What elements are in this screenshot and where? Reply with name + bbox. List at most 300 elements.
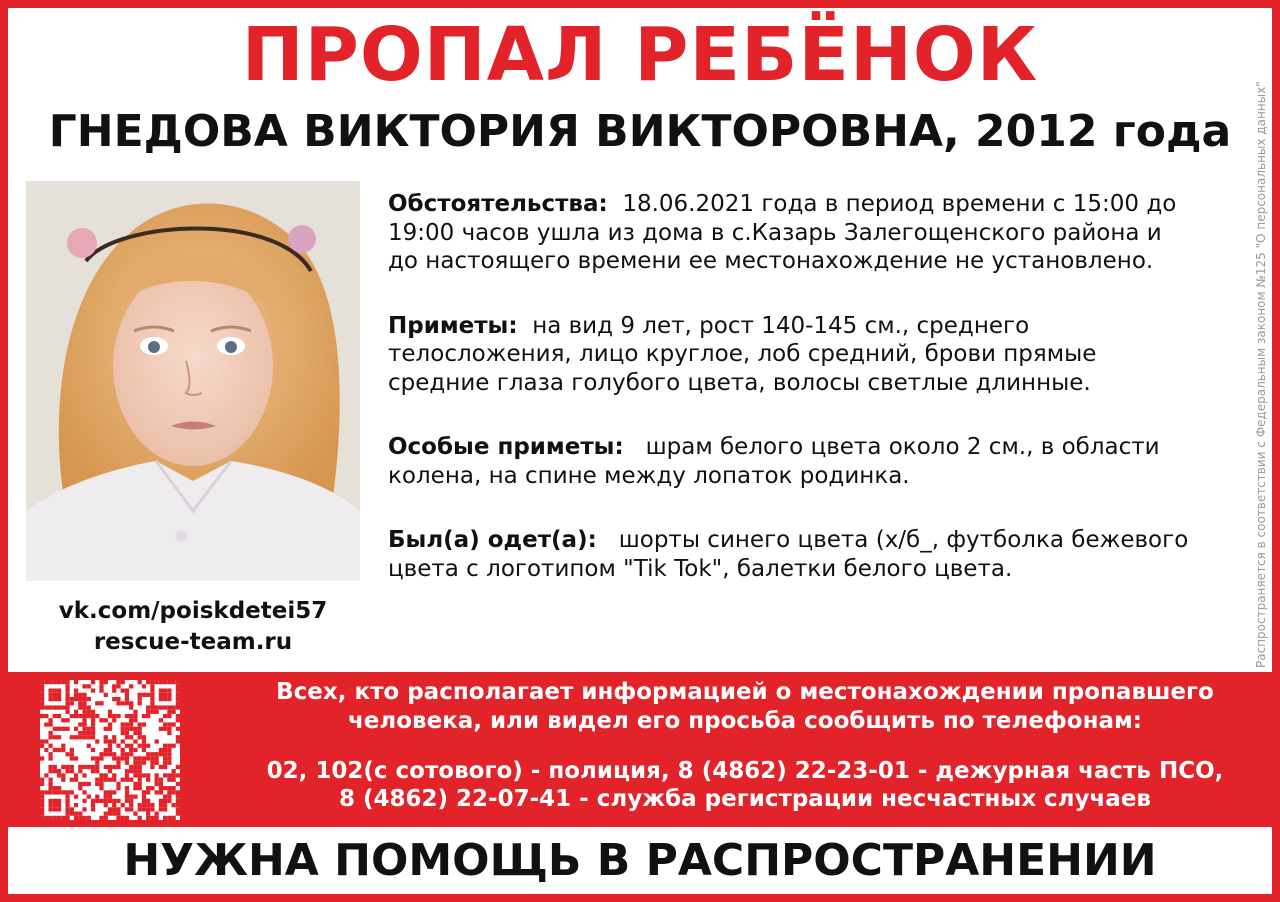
qr-module — [172, 710, 176, 714]
qr-module — [176, 782, 180, 786]
qr-module — [129, 795, 133, 799]
qr-module — [138, 735, 142, 739]
qr-module — [146, 773, 150, 777]
qr-module — [129, 718, 133, 722]
qr-module — [129, 807, 133, 811]
qr-module — [78, 693, 82, 697]
qr-module — [146, 693, 150, 697]
qr-module — [121, 727, 125, 731]
special-features-line: шрам белого цвета около 2 см., в области — [645, 434, 1160, 460]
qr-module — [40, 807, 44, 811]
qr-module — [163, 761, 167, 765]
qr-module — [70, 701, 74, 705]
qr-module — [116, 807, 120, 811]
qr-module — [40, 778, 44, 782]
qr-module — [146, 812, 150, 816]
qr-module — [172, 769, 176, 773]
qr-module — [65, 799, 69, 803]
qr-module — [138, 744, 142, 748]
qr-module — [99, 680, 103, 684]
qr-module — [91, 722, 95, 726]
features-label: Приметы: — [388, 312, 518, 339]
qr-module — [142, 684, 146, 688]
qr-module — [167, 752, 171, 756]
qr-module — [57, 807, 61, 811]
qr-module — [108, 795, 112, 799]
qr-module — [167, 697, 171, 701]
qr-module — [176, 680, 180, 684]
qr-module — [138, 731, 142, 735]
qr-module — [176, 739, 180, 743]
qr-module — [53, 697, 57, 701]
qr-module — [116, 761, 120, 765]
qr-module — [65, 807, 69, 811]
qr-module — [155, 816, 159, 820]
qr-module — [87, 714, 91, 718]
qr-code-graphic — [40, 680, 180, 820]
qr-module — [159, 807, 163, 811]
qr-module — [138, 782, 142, 786]
qr-module — [138, 722, 142, 726]
qr-module — [104, 778, 108, 782]
qr-module — [104, 816, 108, 820]
qr-module — [121, 688, 125, 692]
qr-module — [150, 752, 154, 756]
qr-code-icon[interactable] — [40, 680, 180, 820]
qr-module — [87, 684, 91, 688]
qr-module — [116, 765, 120, 769]
qr-module — [142, 744, 146, 748]
qr-module — [82, 710, 86, 714]
qr-module — [44, 680, 48, 684]
qr-module — [112, 752, 116, 756]
qr-module — [40, 782, 44, 786]
qr-module — [167, 756, 171, 760]
qr-module — [159, 705, 163, 709]
qr-module — [150, 697, 154, 701]
qr-module — [91, 710, 95, 714]
qr-module — [146, 803, 150, 807]
qr-module — [57, 705, 61, 709]
qr-module — [82, 701, 86, 705]
qr-module — [176, 765, 180, 769]
qr-module — [53, 803, 57, 807]
qr-module — [82, 790, 86, 794]
qr-module — [74, 795, 78, 799]
qr-module — [74, 812, 78, 816]
qr-module — [146, 744, 150, 748]
qr-module — [155, 756, 159, 760]
qr-module — [70, 697, 74, 701]
qr-module — [167, 705, 171, 709]
phone-numbers — [220, 757, 1270, 813]
qr-module — [121, 756, 125, 760]
qr-module — [65, 705, 69, 709]
qr-module — [57, 735, 61, 739]
qr-module — [74, 756, 78, 760]
qr-module — [138, 680, 142, 684]
qr-module — [74, 710, 78, 714]
circumstances-block — [388, 190, 1248, 276]
qr-module — [87, 744, 91, 748]
qr-module — [57, 790, 61, 794]
qr-module — [133, 714, 137, 718]
qr-module — [48, 693, 52, 697]
qr-module — [133, 727, 137, 731]
qr-module — [129, 727, 133, 731]
features-line: на вид 9 лет, рост 140-145 см., среднего — [532, 312, 1030, 339]
qr-module — [163, 803, 167, 807]
qr-module — [74, 773, 78, 777]
qr-module — [78, 714, 82, 718]
qr-module — [146, 680, 150, 684]
qr-module — [172, 790, 176, 794]
qr-module — [65, 680, 69, 684]
qr-module — [172, 680, 176, 684]
qr-module — [61, 765, 65, 769]
qr-module — [40, 701, 44, 705]
qr-module — [167, 744, 171, 748]
qr-module — [57, 693, 61, 697]
qr-module — [48, 778, 52, 782]
qr-module — [61, 705, 65, 709]
qr-module — [82, 773, 86, 777]
qr-module — [112, 807, 116, 811]
qr-module — [129, 778, 133, 782]
qr-module — [99, 782, 103, 786]
qr-module — [172, 722, 176, 726]
qr-module — [95, 761, 99, 765]
qr-module — [40, 790, 44, 794]
qr-module — [125, 756, 129, 760]
qr-module — [78, 701, 82, 705]
qr-module — [53, 693, 57, 697]
qr-module — [133, 731, 137, 735]
qr-module — [53, 714, 57, 718]
qr-module — [125, 761, 129, 765]
qr-module — [40, 680, 44, 684]
qr-module — [99, 752, 103, 756]
qr-module — [133, 710, 137, 714]
qr-module — [163, 744, 167, 748]
qr-module — [125, 778, 129, 782]
qr-module — [53, 799, 57, 803]
qr-module — [167, 748, 171, 752]
qr-module — [163, 773, 167, 777]
special-features-line: колена, на спине между лопаток родинка. — [388, 462, 910, 489]
qr-module — [87, 816, 91, 820]
qr-module — [57, 727, 61, 731]
qr-module — [82, 714, 86, 718]
qr-module — [129, 748, 133, 752]
qr-module — [129, 684, 133, 688]
qr-module — [142, 693, 146, 697]
qr-module — [163, 722, 167, 726]
qr-module — [40, 799, 44, 803]
qr-module — [53, 705, 57, 709]
qr-module — [40, 795, 44, 799]
qr-module — [82, 765, 86, 769]
qr-module — [159, 727, 163, 731]
qr-module — [138, 697, 142, 701]
qr-module — [150, 688, 154, 692]
qr-module — [155, 812, 159, 816]
qr-module — [155, 773, 159, 777]
qr-module — [125, 693, 129, 697]
qr-module — [40, 693, 44, 697]
qr-module — [125, 773, 129, 777]
qr-module — [167, 773, 171, 777]
qr-module — [125, 735, 129, 739]
qr-module — [121, 701, 125, 705]
qr-module — [167, 799, 171, 803]
qr-module — [44, 714, 48, 718]
qr-module — [125, 799, 129, 803]
qr-module — [150, 680, 154, 684]
qr-module — [48, 765, 52, 769]
qr-module — [53, 769, 57, 773]
qr-module — [121, 722, 125, 726]
qr-module — [116, 680, 120, 684]
qr-module — [44, 705, 48, 709]
qr-module — [150, 684, 154, 688]
qr-module — [150, 710, 154, 714]
qr-module — [159, 799, 163, 803]
qr-module — [65, 727, 69, 731]
qr-module — [74, 778, 78, 782]
qr-module — [91, 803, 95, 807]
qr-module — [48, 722, 52, 726]
qr-module — [125, 816, 129, 820]
qr-module — [125, 744, 129, 748]
qr-module — [104, 727, 108, 731]
qr-module — [176, 795, 180, 799]
qr-module — [99, 701, 103, 705]
qr-module — [40, 697, 44, 701]
qr-module — [95, 778, 99, 782]
qr-module — [142, 735, 146, 739]
qr-module — [61, 816, 65, 820]
qr-module — [155, 710, 159, 714]
qr-module — [176, 697, 180, 701]
qr-module — [53, 748, 57, 752]
qr-module — [133, 765, 137, 769]
qr-module — [40, 739, 44, 743]
rescue-team-link[interactable]: rescue-team.ru — [93, 629, 293, 655]
qr-module — [82, 722, 86, 726]
qr-module — [129, 799, 133, 803]
qr-module — [57, 697, 61, 701]
appeal-text — [220, 678, 1270, 736]
qr-module — [172, 816, 176, 820]
qr-module — [53, 786, 57, 790]
qr-module — [142, 807, 146, 811]
qr-module — [53, 807, 57, 811]
qr-module — [65, 701, 69, 705]
qr-module — [70, 752, 74, 756]
qr-module — [82, 731, 86, 735]
qr-module — [176, 807, 180, 811]
qr-module — [172, 773, 176, 777]
qr-module — [65, 710, 69, 714]
qr-module — [138, 803, 142, 807]
qr-module — [138, 727, 142, 731]
qr-module — [104, 765, 108, 769]
qr-module — [104, 739, 108, 743]
qr-module — [82, 727, 86, 731]
qr-module — [163, 727, 167, 731]
qr-module — [155, 778, 159, 782]
qr-module — [87, 765, 91, 769]
qr-module — [78, 769, 82, 773]
qr-module — [48, 790, 52, 794]
qr-module — [40, 803, 44, 807]
qr-module — [142, 799, 146, 803]
qr-module — [176, 790, 180, 794]
qr-module — [133, 748, 137, 752]
qr-module — [133, 739, 137, 743]
qr-module — [112, 778, 116, 782]
qr-module — [176, 735, 180, 739]
qr-module — [125, 697, 129, 701]
qr-module — [146, 778, 150, 782]
qr-module — [74, 680, 78, 684]
qr-module — [91, 765, 95, 769]
qr-module — [133, 782, 137, 786]
qr-module — [95, 799, 99, 803]
qr-module — [61, 773, 65, 777]
qr-module — [70, 790, 74, 794]
qr-module — [172, 778, 176, 782]
qr-module — [91, 807, 95, 811]
qr-module — [155, 782, 159, 786]
qr-module — [167, 680, 171, 684]
qr-module — [95, 769, 99, 773]
qr-module — [167, 727, 171, 731]
qr-module — [48, 786, 52, 790]
qr-module — [87, 697, 91, 701]
contact-links — [26, 596, 360, 658]
qr-module — [163, 795, 167, 799]
qr-module — [78, 786, 82, 790]
qr-module — [95, 765, 99, 769]
qr-module — [57, 773, 61, 777]
qr-module — [142, 756, 146, 760]
qr-module — [104, 795, 108, 799]
circumstances-line: 18.06.2021 года в период времени с 15:00 до — [622, 191, 1177, 217]
qr-module — [91, 718, 95, 722]
qr-module — [48, 803, 52, 807]
qr-module — [87, 727, 91, 731]
qr-module — [82, 693, 86, 697]
qr-module — [112, 773, 116, 777]
qr-module — [116, 714, 120, 718]
qr-module — [125, 752, 129, 756]
qr-module — [116, 816, 120, 820]
qr-module — [74, 803, 78, 807]
missing-person-name: ГНЕДОВА ВИКТОРИЯ ВИКТОРОВНА, 2012 года — [48, 106, 1232, 157]
qr-module — [57, 786, 61, 790]
qr-module — [163, 748, 167, 752]
qr-module — [44, 773, 48, 777]
child-photo-illustration — [26, 181, 360, 581]
qr-module — [44, 816, 48, 820]
qr-module — [125, 722, 129, 726]
qr-module — [61, 790, 65, 794]
qr-module — [176, 701, 180, 705]
qr-module — [95, 714, 99, 718]
vk-link[interactable]: vk.com/poiskdetei57 — [58, 598, 328, 624]
qr-module — [167, 786, 171, 790]
qr-module — [40, 684, 44, 688]
qr-module — [70, 748, 74, 752]
qr-module — [82, 684, 86, 688]
qr-module — [121, 748, 125, 752]
qr-module — [138, 807, 142, 811]
qr-module — [146, 786, 150, 790]
qr-module — [125, 688, 129, 692]
qr-module — [44, 722, 48, 726]
qr-module — [70, 807, 74, 811]
qr-module — [91, 756, 95, 760]
qr-module — [87, 710, 91, 714]
qr-module — [150, 705, 154, 709]
details-section — [388, 190, 1248, 619]
qr-module — [99, 718, 103, 722]
qr-module — [74, 697, 78, 701]
qr-module — [116, 786, 120, 790]
legal-side-note: Распространяется в соответствии с Федеральным законом №125 "О персональных данных" — [1254, 81, 1268, 668]
qr-module — [125, 727, 129, 731]
qr-module — [176, 693, 180, 697]
qr-module — [163, 752, 167, 756]
qr-module — [108, 739, 112, 743]
qr-module — [155, 705, 159, 709]
qr-module — [133, 786, 137, 790]
qr-module — [125, 786, 129, 790]
qr-module — [112, 765, 116, 769]
qr-module — [65, 697, 69, 701]
features-line: средние глаза голубого цвета, волосы светлые длинные. — [388, 369, 1091, 396]
qr-module — [133, 761, 137, 765]
qr-module — [48, 731, 52, 735]
qr-module — [129, 705, 133, 709]
qr-module — [104, 748, 108, 752]
qr-module — [159, 697, 163, 701]
qr-module — [40, 816, 44, 820]
qr-module — [99, 756, 103, 760]
qr-module — [163, 714, 167, 718]
qr-module — [65, 803, 69, 807]
qr-module — [155, 680, 159, 684]
qr-module — [48, 680, 52, 684]
qr-module — [40, 744, 44, 748]
qr-module — [95, 701, 99, 705]
qr-module — [167, 693, 171, 697]
qr-module — [48, 756, 52, 760]
qr-module — [172, 705, 176, 709]
qr-module — [133, 795, 137, 799]
qr-module — [125, 795, 129, 799]
qr-module — [91, 735, 95, 739]
clothing-line: шорты синего цвета (х/б_, футболка бежевого — [618, 527, 1189, 553]
qr-module — [57, 803, 61, 807]
qr-module — [112, 803, 116, 807]
qr-module — [138, 786, 142, 790]
qr-module — [116, 684, 120, 688]
qr-module — [104, 718, 108, 722]
qr-module — [78, 722, 82, 726]
